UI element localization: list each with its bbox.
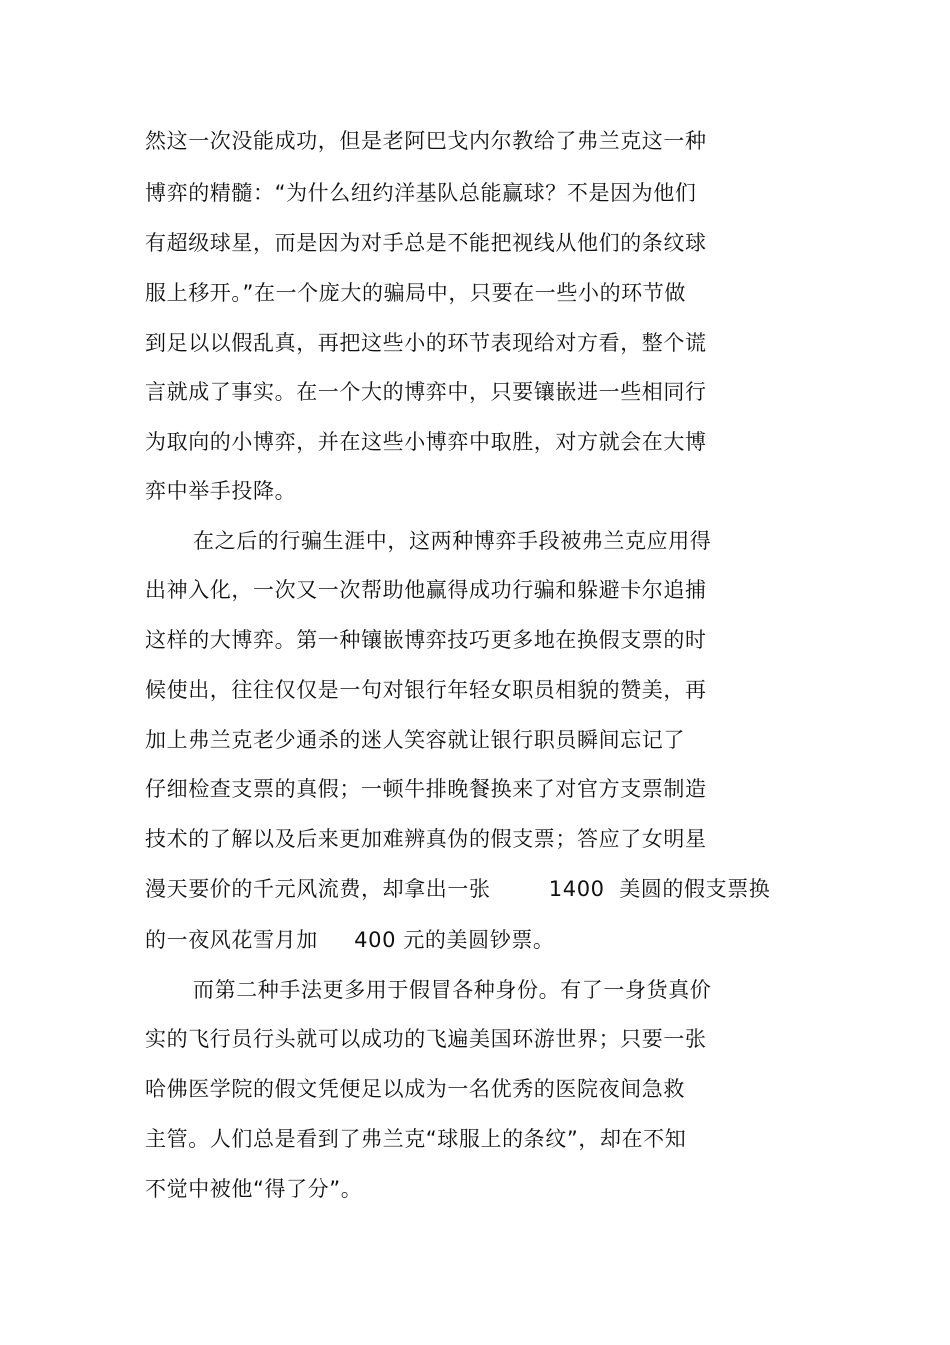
paragraph-start-line: 在之后的行骗生涯中，这两种博弈手段被弗兰克应用得 — [193, 529, 712, 553]
text-line: 然这一次没能成功，但是老阿巴戈内尔教给了弗兰克这一种 — [145, 129, 707, 153]
paragraph-start-line: 而第二种手法更多用于假冒各种身份。有了一身货真价 — [193, 978, 712, 1002]
text-line: 实的飞行员行头就可以成功的飞遍美国环游世界；只要一张 — [145, 1027, 707, 1051]
text-line: 为取向的小博弈，并在这些小博弈中取胜，对方就会在大博 — [145, 430, 707, 454]
text-line: 的一夜风花雪月加 400 元的美圆钞票。 — [145, 928, 555, 952]
text-line: 弈中举手投降。 — [145, 479, 297, 503]
text-line: 技术的了解以及后来更加难辨真伪的假支票；答应了女明星 — [145, 827, 707, 851]
text-line: 有超级球星，而是因为对手总是不能把视线从他们的条纹球 — [145, 231, 707, 255]
text-line: 博弈的精髓：“为什么纽约洋基队总能赢球？不是因为他们 — [145, 181, 697, 205]
text-line: 漫天要价的千元风流费，却拿出一张 1400 美圆的假支票换 — [145, 877, 771, 901]
text-line: 主管。人们总是看到了弗兰克“球服上的条纹”，却在不知 — [145, 1127, 687, 1151]
text-line: 哈佛医学院的假文凭便足以成为一名优秀的医院夜间急救 — [145, 1077, 685, 1101]
text-line: 仔细检查支票的真假；一顿牛排晚餐换来了对官方支票制造 — [145, 777, 707, 801]
text-line: 这样的大博弈。第一种镶嵌博弈技巧更多地在换假支票的时 — [145, 628, 707, 652]
text-line: 服上移开。”在一个庞大的骗局中，只要在一些小的环节做 — [145, 281, 686, 305]
text-line: 到足以以假乱真，再把这些小的环节表现给对方看，整个谎 — [145, 331, 707, 355]
text-line: 言就成了事实。在一个大的博弈中，只要镶嵌进一些相同行 — [145, 380, 707, 404]
text-line: 加上弗兰克老少通杀的迷人笑容就让银行职员瞬间忘记了 — [145, 728, 685, 752]
text-line: 不觉中被他“得了分”。 — [145, 1177, 363, 1201]
text-line: 出神入化，一次又一次帮助他赢得成功行骗和躲避卡尔追捕 — [145, 578, 707, 602]
text-line: 候使出，往往仅仅是一句对银行年轻女职员相貌的赞美，再 — [145, 678, 707, 702]
